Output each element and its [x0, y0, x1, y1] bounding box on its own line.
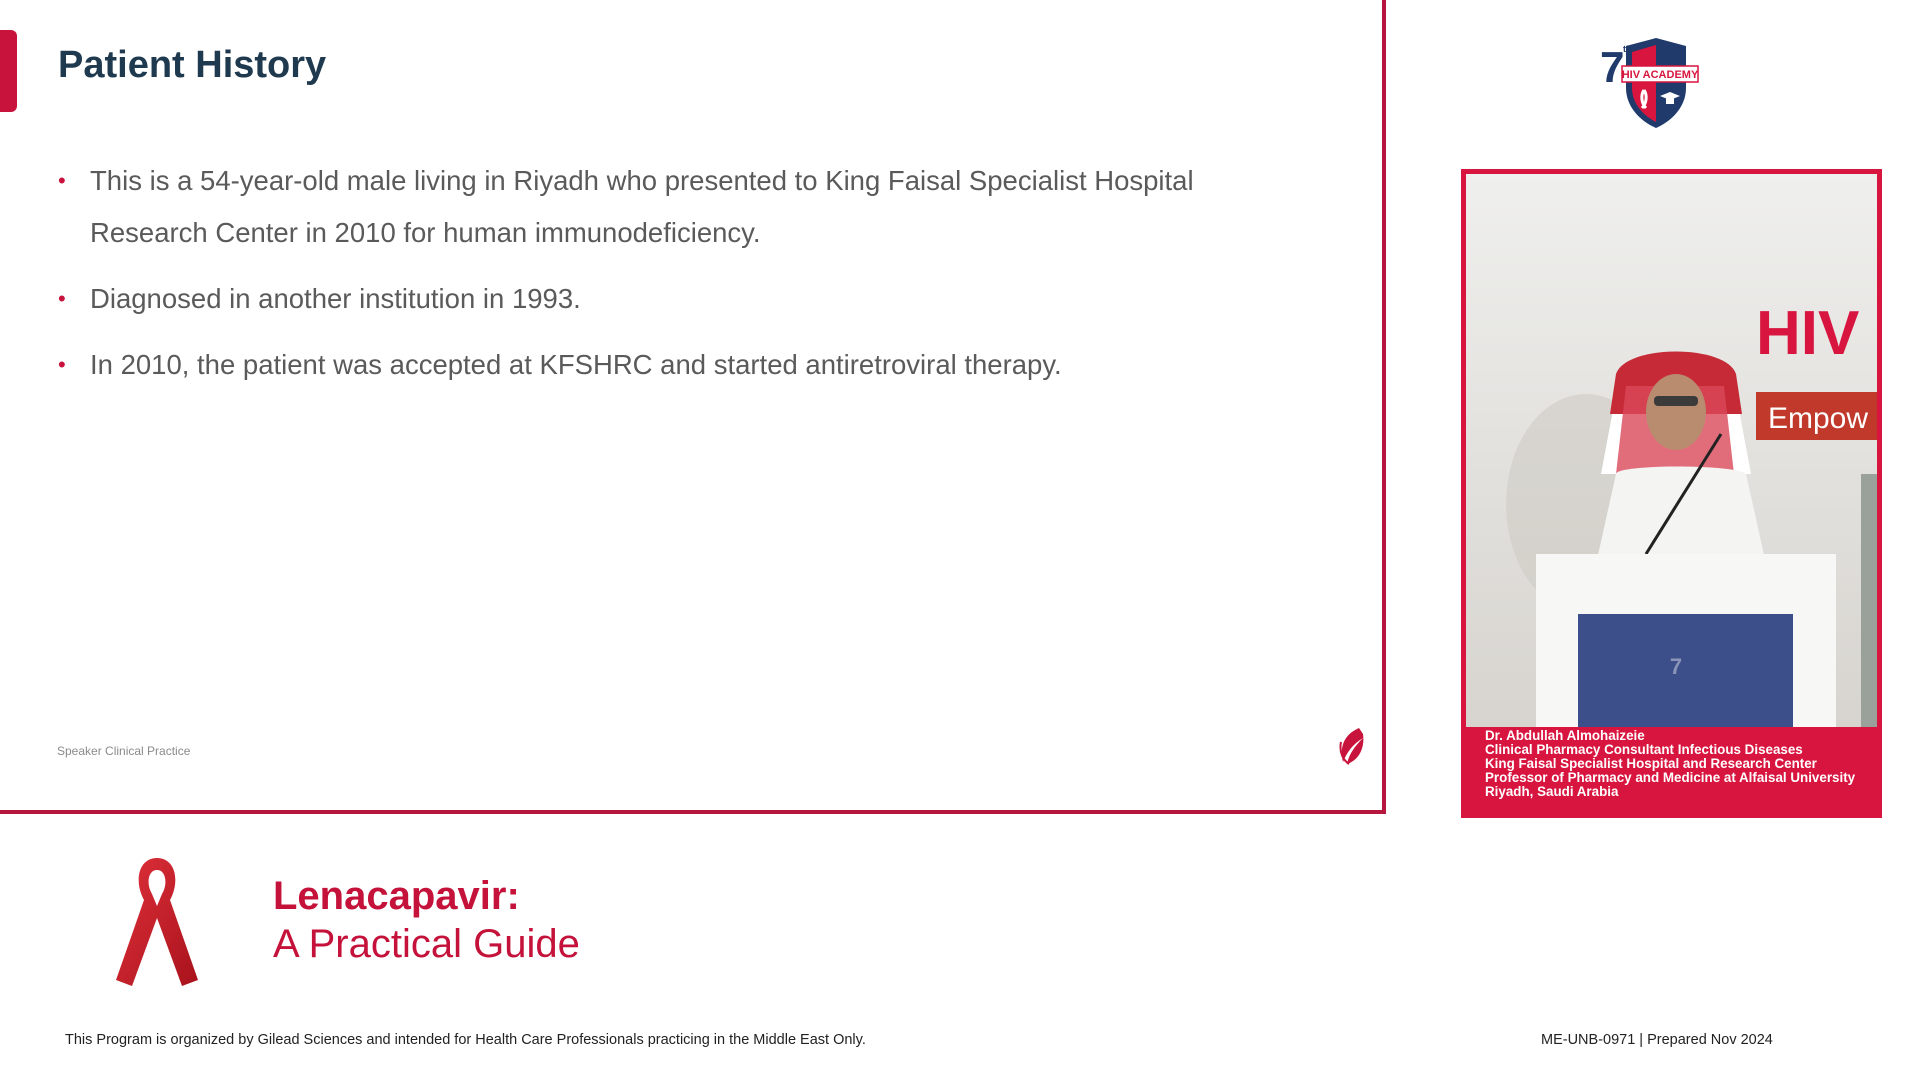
- podium-screen-logo-number: 7: [1669, 654, 1683, 679]
- speaker-caption: [1485, 729, 1876, 799]
- bullet-list: [58, 155, 1288, 405]
- academy-superscript: th: [1623, 44, 1632, 54]
- hiv-academy-shield-icon: [1600, 36, 1712, 132]
- bullet-text: Diagnosed in another institution in 1993.: [90, 283, 581, 314]
- document-code: ME-UNB-0971 | Prepared Nov 2024: [1541, 1032, 1773, 1048]
- title-accent-bar: [0, 30, 17, 112]
- bullet-icon: •: [58, 286, 66, 311]
- gilead-leaf-icon: [1337, 726, 1367, 766]
- speaker-institution: King Faisal Specialist Hospital and Research Center: [1485, 756, 1817, 771]
- speaker-video-image: [1466, 174, 1877, 727]
- bullet-icon: •: [58, 168, 66, 193]
- bullet-text: This is a 54-year-old male living in Riyadh who presented to King Faisal Specialist Hospital Research Center in 2010 for human immunodeficiency.: [90, 165, 1194, 248]
- speaker-location: Riyadh, Saudi Arabia: [1485, 784, 1619, 799]
- program-title: [273, 872, 580, 968]
- academy-number: 7: [1600, 43, 1625, 92]
- bullet-item: [58, 273, 1288, 325]
- program-title-line1: Lenacapavir:: [273, 874, 520, 918]
- speaker-name: Dr. Abdullah Almohaizeie: [1485, 728, 1645, 743]
- slide-footer-note: Speaker Clinical Practice: [57, 744, 191, 758]
- bullet-item: [58, 155, 1288, 259]
- bullet-text: In 2010, the patient was accepted at KFSHRC and started antiretroviral therapy.: [90, 349, 1062, 380]
- bullet-icon: •: [58, 352, 66, 377]
- backdrop-empower-text: Empow: [1768, 402, 1869, 435]
- slide-title: Patient History: [58, 44, 327, 86]
- bullet-item: [58, 339, 1288, 391]
- red-ribbon-icon: [108, 852, 206, 992]
- speaker-video: [1466, 174, 1877, 727]
- speaker-role: Clinical Pharmacy Consultant Infectious Diseases: [1485, 742, 1803, 757]
- disclaimer-text: This Program is organized by Gilead Sciences and intended for Health Care Professionals practicing in the Middle East Only.: [65, 1032, 866, 1048]
- program-title-line2: A Practical Guide: [273, 922, 580, 966]
- backdrop-hiv-text: HIV: [1756, 299, 1860, 368]
- academy-label: HIV ACADEMY: [1621, 69, 1699, 81]
- speaker-professorship: Professor of Pharmacy and Medicine at Alfaisal University: [1485, 770, 1856, 785]
- speaker-video-panel: [1461, 169, 1882, 818]
